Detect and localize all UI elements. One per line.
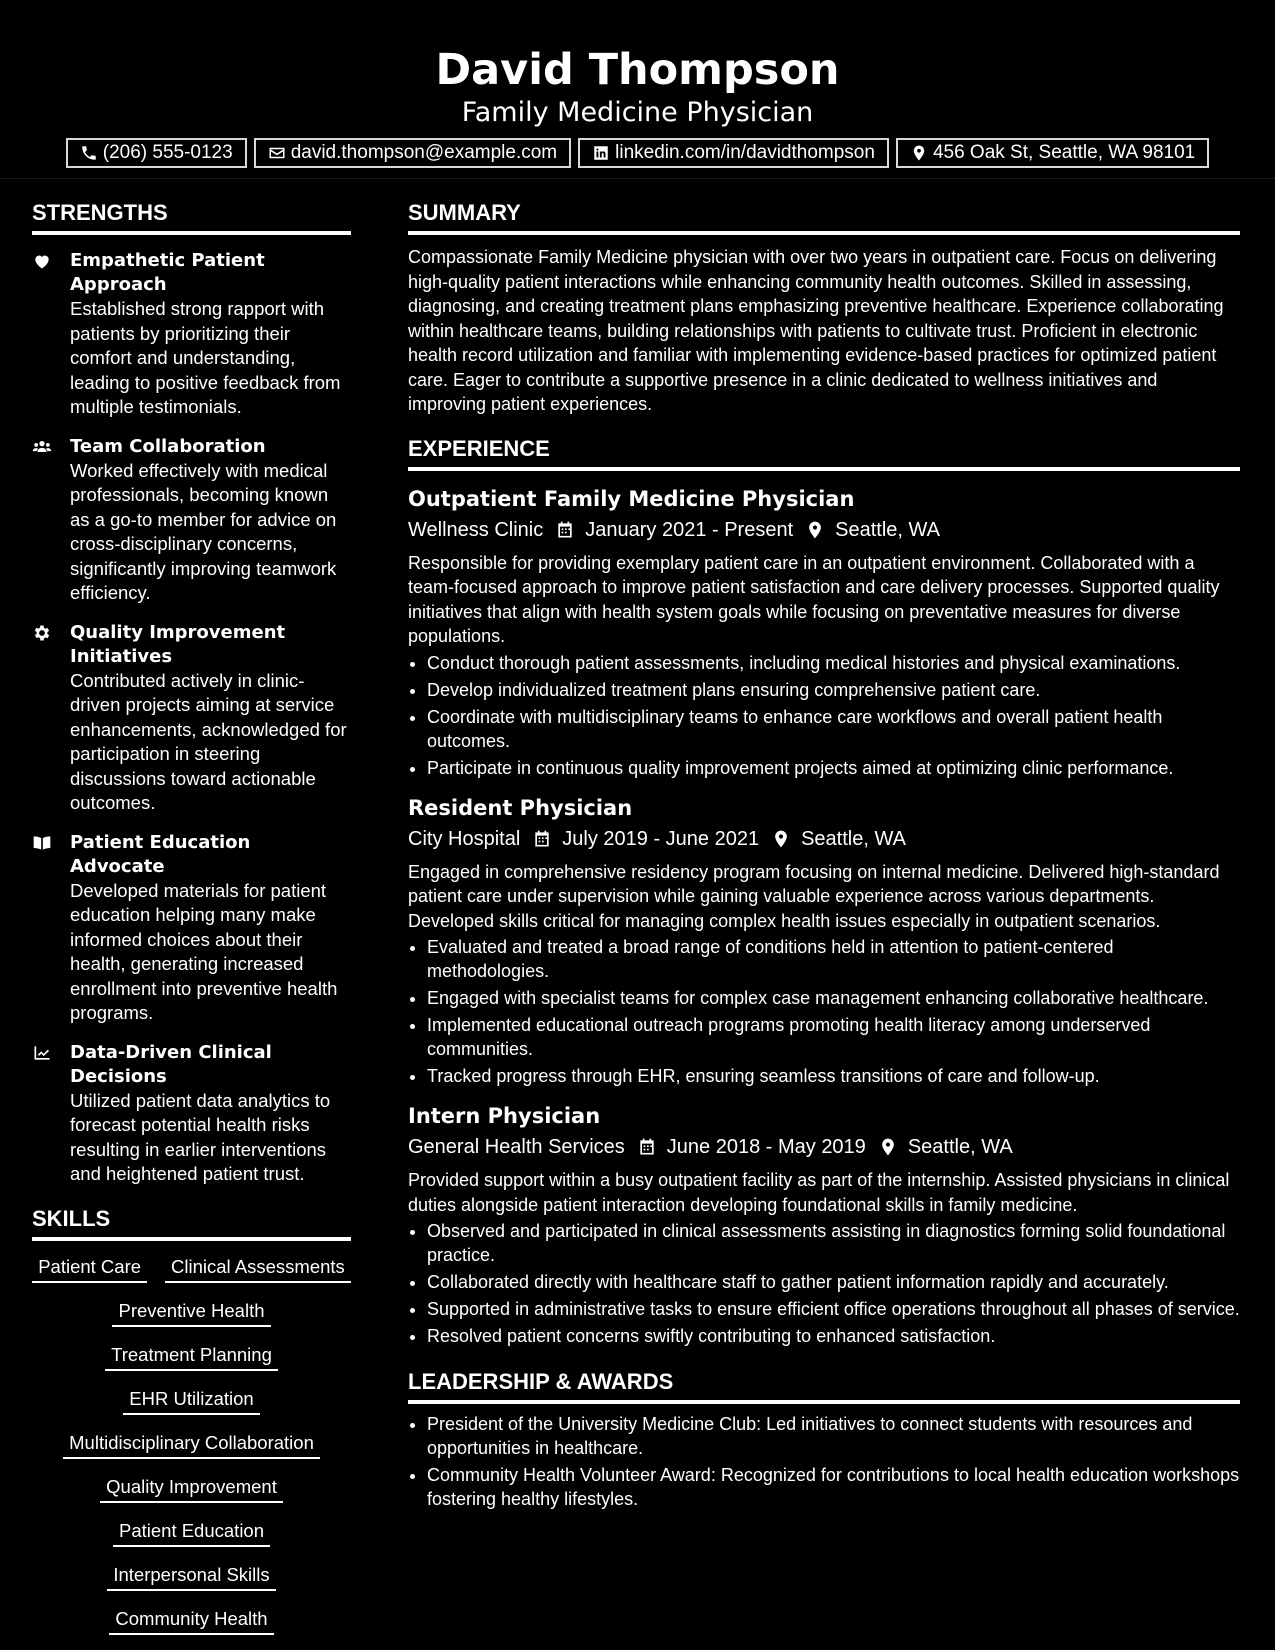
right-column: [408, 199, 1240, 1514]
list-item: • Implemented educational outreach programs promoting health literacy among underserved communities.: [427, 1013, 1240, 1061]
skill-tag: Community Health: [109, 1607, 273, 1635]
map-pin-icon: [910, 144, 928, 162]
job-bullets: [408, 1219, 1240, 1348]
skill-tag: Quality Improvement: [100, 1475, 283, 1503]
contact-bar: [0, 138, 1275, 168]
list-item: • Tracked progress through EHR, ensuring seamless transitions of care and follow-up.: [427, 1064, 1240, 1088]
list-item: • Resolved patient concerns swiftly contributing to enhanced satisfaction.: [427, 1324, 1240, 1348]
users-icon: [32, 437, 52, 457]
list-item: • Collaborated directly with healthcare staff to gather patient information rapidly and accurately.: [427, 1270, 1240, 1294]
job-location: Seattle, WA: [835, 518, 940, 541]
strength-desc: Worked effectively with medical professionals, becoming known as a go-to member for advice on cross-disciplinary concerns, significantly improving teamwork efficiency.: [70, 459, 337, 603]
map-pin-icon: [805, 520, 825, 540]
skill-tag: Preventive Health: [112, 1299, 270, 1327]
strength-item: [32, 621, 351, 816]
calendar-icon: [555, 520, 575, 540]
list-item: • Participate in continuous quality improvement projects aimed at optimizing clinic performance.: [427, 756, 1240, 780]
person-title: Family Medicine Physician: [461, 97, 814, 128]
job-description: Responsible for providing exemplary patient care in an outpatient environment. Collaborated with a team-focused approach to improve patient satisfaction and care delivery processes. Supported quality initiatives that align with health system goals while focusing on preventative measures for diverse populations.: [408, 552, 1220, 646]
skill-tag: Multidisciplinary Collaboration: [63, 1431, 320, 1459]
job-dates: July 2019 - June 2021: [562, 827, 760, 850]
awards-section: [408, 1368, 1240, 1511]
envelope-icon: [268, 144, 286, 162]
job-meta: [408, 1132, 1240, 1162]
strength-item: [32, 249, 351, 420]
summary-text: Compassionate Family Medicine physician with over two years in outpatient care. Focus on delivering high-quality patient interactions while enhancing community health outcomes. Skilled in assessing, diagnosing, and creating treatment plans emphasizing preventive healthcare. Experience collaborating within healthcare teams, building relationships with patients to cultivate trust. Proficient in electronic health record utilization and familiar with implementing evidence-based practices for optimized patient care. Eager to contribute a supportive presence in a clinic dedicated to wellness initiatives and improving patient experiences.: [408, 247, 1224, 414]
calendar-icon: [532, 829, 552, 849]
job-entry: [408, 794, 1240, 1089]
header-divider: [0, 178, 1275, 179]
skills-heading: SKILLS: [32, 1205, 351, 1241]
contact-email[interactable]: [254, 138, 571, 168]
book-icon: [32, 833, 52, 853]
list-item: • Observed and participated in clinical assessments assisting in diagnostics forming solid foundational practice.: [427, 1219, 1240, 1267]
job-meta: [408, 824, 1240, 854]
strength-item: [32, 1041, 351, 1187]
strength-desc: Utilized patient data analytics to forecast potential health risks resulting in earlier interventions and heightened patient trust.: [70, 1089, 331, 1184]
list-item: • President of the University Medicine Club: Led initiatives to connect students with resources and opportunities in healthcare.: [427, 1412, 1240, 1460]
summary-section: [408, 199, 1240, 417]
job-entry: [408, 1102, 1240, 1348]
skill-tag: Patient Education: [113, 1519, 270, 1547]
phone-icon: [80, 144, 98, 162]
resume-header: [0, 0, 1275, 168]
gear-icon: [32, 623, 52, 643]
map-pin-icon: [878, 1137, 898, 1157]
skill-tag: Clinical Assessments: [165, 1255, 351, 1283]
calendar-icon: [637, 1137, 657, 1157]
job-location: Seattle, WA: [801, 827, 906, 850]
strength-title: Team Collaboration: [70, 435, 266, 457]
experience-heading: EXPERIENCE: [408, 435, 1240, 471]
list-item: • Conduct thorough patient assessments, including medical histories and physical examinations.: [427, 651, 1240, 675]
strength-title: Quality Improvement Initiatives: [70, 621, 286, 667]
job-dates: June 2018 - May 2019: [666, 1136, 866, 1158]
contact-phone[interactable]: [66, 138, 247, 168]
job-location: Seattle, WA: [907, 1136, 1013, 1158]
contact-linkedin-text: linkedin.com/in/davidthompson: [615, 142, 875, 163]
strengths-heading: STRENGTHS: [32, 199, 351, 235]
summary-heading: SUMMARY: [408, 199, 1240, 235]
job-description: Engaged in comprehensive residency program focusing on internal medicine. Delivered high-standard patient care under supervision while gaining valuable experience across various departments. Developed skills critical for managing complex health issues especially in outpatient scenarios.: [408, 861, 1220, 931]
strength-item: [32, 831, 351, 1026]
job-company: General Health Services: [408, 1136, 625, 1158]
skill-tag: Treatment Planning: [105, 1343, 278, 1371]
map-pin-icon: [771, 829, 791, 849]
job-company: City Hospital: [408, 827, 521, 850]
strength-item: [32, 435, 351, 606]
awards-heading: LEADERSHIP & AWARDS: [408, 1368, 1240, 1404]
list-item: • Supported in administrative tasks to ensure efficient office operations throughout all phases of service.: [427, 1297, 1240, 1321]
list-item: • Community Health Volunteer Award: Recognized for contributions to local health education workshops fostering healthy lifestyles.: [427, 1463, 1240, 1511]
list-item: • Develop individualized treatment plans ensuring comprehensive patient care.: [427, 678, 1240, 702]
list-item: • Evaluated and treated a broad range of conditions held in attention to patient-centered methodologies.: [427, 935, 1240, 983]
strength-desc: Contributed actively in clinic-driven projects aiming at service enhancements, acknowledged for participation in steering discussions toward actionable outcomes.: [70, 669, 347, 813]
skills-list: [32, 1255, 351, 1635]
job-description: Provided support within a busy outpatient facility as part of the internship. Assisted physicians in clinical duties alongside patient interaction developing foundational skills in family medicine.: [408, 1170, 1230, 1215]
job-bullets: [408, 651, 1240, 780]
chart-line-icon: [32, 1043, 52, 1063]
strength-title: Data-Driven Clinical Decisions: [70, 1041, 272, 1087]
strength-desc: Developed materials for patient education helping many make informed choices about their health, generating increased enrollment into preventive health programs.: [70, 879, 338, 1023]
linkedin-icon: [592, 144, 610, 162]
job-bullets: [408, 935, 1240, 1088]
contact-email-text: david.thompson@example.com: [290, 142, 558, 163]
skills-section: [32, 1205, 351, 1635]
skill-tag: EHR Utilization: [123, 1387, 259, 1415]
list-item: • Coordinate with multidisciplinary teams to enhance care workflows and overall patient health outcomes.: [427, 705, 1240, 753]
contact-address-text: 456 Oak St, Seattle, WA 98101: [932, 142, 1196, 163]
list-item: • Engaged with specialist teams for complex case management enhancing collaborative healthcare.: [427, 986, 1240, 1010]
contact-phone-text: (206) 555-0123: [102, 142, 233, 163]
job-dates: January 2021 - Present: [585, 518, 794, 541]
experience-section: [408, 435, 1240, 1349]
job-entry: [408, 485, 1240, 780]
left-column: [32, 199, 351, 1635]
strength-desc: Established strong rapport with patients by prioritizing their comfort and understanding, leading to positive feedback from multiple testimonials.: [70, 298, 341, 417]
strength-title: Empathetic Patient Approach: [70, 250, 265, 295]
strength-title: Patient Education Advocate: [70, 831, 251, 877]
heart-icon: [32, 251, 52, 271]
job-meta: [408, 515, 1240, 545]
contact-address[interactable]: [896, 138, 1209, 168]
skill-tag: Patient Care: [32, 1255, 147, 1283]
skill-tag: Interpersonal Skills: [107, 1563, 275, 1591]
person-name: David Thompson: [435, 45, 840, 95]
job-title: Intern Physician: [408, 1104, 601, 1128]
contact-linkedin[interactable]: [578, 138, 889, 168]
job-title: Outpatient Family Medicine Physician: [408, 486, 855, 511]
job-title: Resident Physician: [408, 795, 633, 820]
job-company: Wellness Clinic: [408, 518, 544, 541]
awards-list: [408, 1412, 1240, 1511]
